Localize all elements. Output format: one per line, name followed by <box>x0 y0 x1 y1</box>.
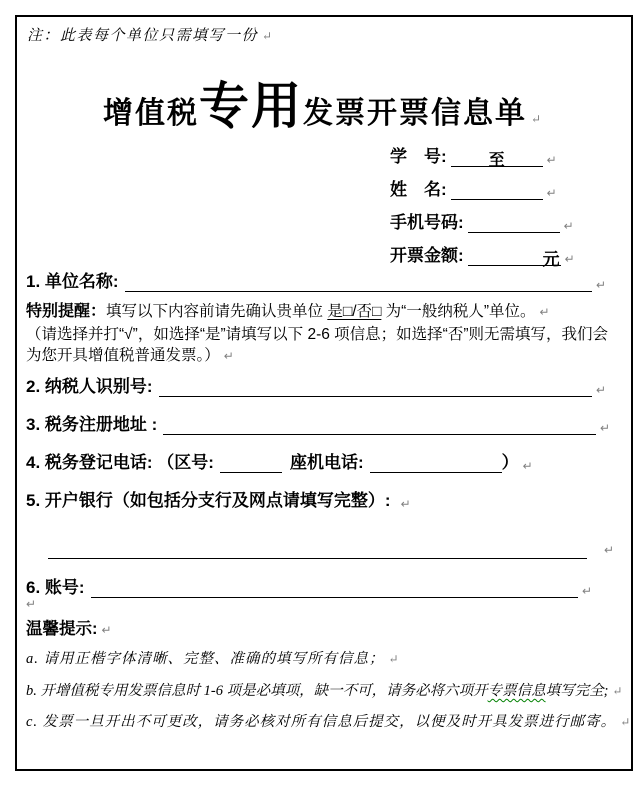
tip-b-after: 填写完全; <box>545 683 609 699</box>
item-6-account <box>26 573 592 598</box>
pilcrow-mark: ↵ <box>564 252 575 266</box>
note-text: 注：此表每个单位只需填写一份 <box>27 28 259 44</box>
item-2-taxpayer-id <box>26 372 606 397</box>
name-label: 姓 名: <box>390 180 447 199</box>
pilcrow-mark: ↵ <box>620 715 631 729</box>
landline-fill-line <box>370 453 502 473</box>
pilcrow-mark: ↵ <box>388 652 399 666</box>
amount-unit: 元 <box>542 245 561 266</box>
tip-c <box>26 710 630 731</box>
area-code-fill-line <box>220 453 282 473</box>
item-3-tax-address <box>26 410 610 435</box>
student-number-fill-line <box>451 147 543 167</box>
item-1-company-name <box>26 267 606 292</box>
pilcrow-mark: ↵ <box>604 543 615 557</box>
name-fill-line <box>451 180 543 200</box>
amount-label: 开票金额: <box>390 246 464 265</box>
pilcrow-mark: ↵ <box>262 29 273 43</box>
pilcrow-mark: ↵ <box>530 112 542 126</box>
special-reminder <box>26 301 618 368</box>
pilcrow-mark: ↵ <box>563 219 574 233</box>
item-3-label: 3. 税务注册地址 : <box>26 415 158 434</box>
pilcrow-mark: ↵ <box>522 459 533 473</box>
pilcrow-mark: ↵ <box>546 153 557 167</box>
pilcrow-mark: ↵ <box>581 584 592 598</box>
item-1-fill-line <box>125 272 592 292</box>
item-2-fill-line <box>159 377 592 397</box>
tip-c-text: c. 发票一旦开出不可更改，请务必核对所有信息后提交，以便及时开具发票进行邮寄。 <box>26 714 617 730</box>
special-reminder-heading: 特别提醒： <box>26 303 107 320</box>
pilcrow-mark: ↵ <box>595 383 606 397</box>
phone-label: 手机号码: <box>390 213 464 232</box>
item-2-label: 2. 纳税人识别号: <box>26 377 153 396</box>
pilcrow-mark: ↵ <box>599 421 610 435</box>
title-prefix: 增值税 <box>102 97 199 130</box>
tips-heading-row <box>26 615 112 639</box>
title-suffix: 发票开票信息单 <box>302 97 527 130</box>
title-emphasis: 专用 <box>198 78 303 134</box>
student-number-to-text: 至 <box>488 152 505 169</box>
amount-fill-line <box>468 246 542 266</box>
tips-heading: 温馨提示: <box>26 620 98 638</box>
item-3-fill-line <box>163 415 596 435</box>
amount-row <box>390 241 575 269</box>
note-line <box>27 24 272 45</box>
pilcrow-mark: ↵ <box>26 597 37 611</box>
yes-no-checkboxes: 是□/否□ <box>327 303 382 320</box>
item-5-bank <box>26 486 411 511</box>
pilcrow-mark: ↵ <box>612 684 623 698</box>
phone-row <box>390 208 574 233</box>
special-reminder-line1 <box>26 301 618 324</box>
landline-label: 座机电话: <box>289 453 364 472</box>
pilcrow-mark: ↵ <box>539 305 550 319</box>
item-1-label: 1. 单位名称: <box>26 272 119 291</box>
item-6-fill-line <box>91 578 578 598</box>
item-4-label: 4. 税务登记电话: （区号: <box>26 453 214 472</box>
tip-b-spellcheck-text: 专票信息 <box>487 683 546 699</box>
reminder-after-choice: 为“一般纳税人”单位。 <box>381 303 536 320</box>
pilcrow-mark: ↵ <box>223 349 234 363</box>
tip-b <box>26 679 622 700</box>
special-reminder-line2 <box>26 324 618 368</box>
item-4-close-paren: ） <box>501 453 519 472</box>
item-5-label: 5. 开户银行（如包括分支行及网点请填写完整）: <box>26 491 391 510</box>
tip-b-before: b. 开增值税专用发票信息时 1-6 项是必填项，缺一不可，请务必将六项开 <box>26 683 488 699</box>
tip-a <box>26 647 399 668</box>
student-number-row <box>390 142 557 167</box>
pilcrow-mark: ↵ <box>546 186 557 200</box>
reminder-before-choice: 填写以下内容前请先确认贵单位 <box>106 303 328 320</box>
pilcrow-mark: ↵ <box>400 497 411 511</box>
phone-fill-line <box>468 213 560 233</box>
item-4-tax-phone <box>26 448 533 473</box>
tip-a-text: a. 请用正楷字体清晰、完整、准确的填写所有信息； <box>26 651 385 667</box>
bank-fill-line <box>48 540 587 559</box>
item-6-label: 6. 账号: <box>26 578 85 597</box>
reminder-instructions: （请选择并打“√”，如选择“是”请填写以下 2-6 项信息；如选择“否”则无需填写，我们会为您开具增值税普通发票。） <box>26 325 608 364</box>
student-number-label: 学 号: <box>390 147 447 166</box>
pilcrow-mark: ↵ <box>101 623 112 637</box>
name-row <box>390 175 557 200</box>
pilcrow-mark: ↵ <box>595 278 606 292</box>
document-title <box>0 66 644 138</box>
